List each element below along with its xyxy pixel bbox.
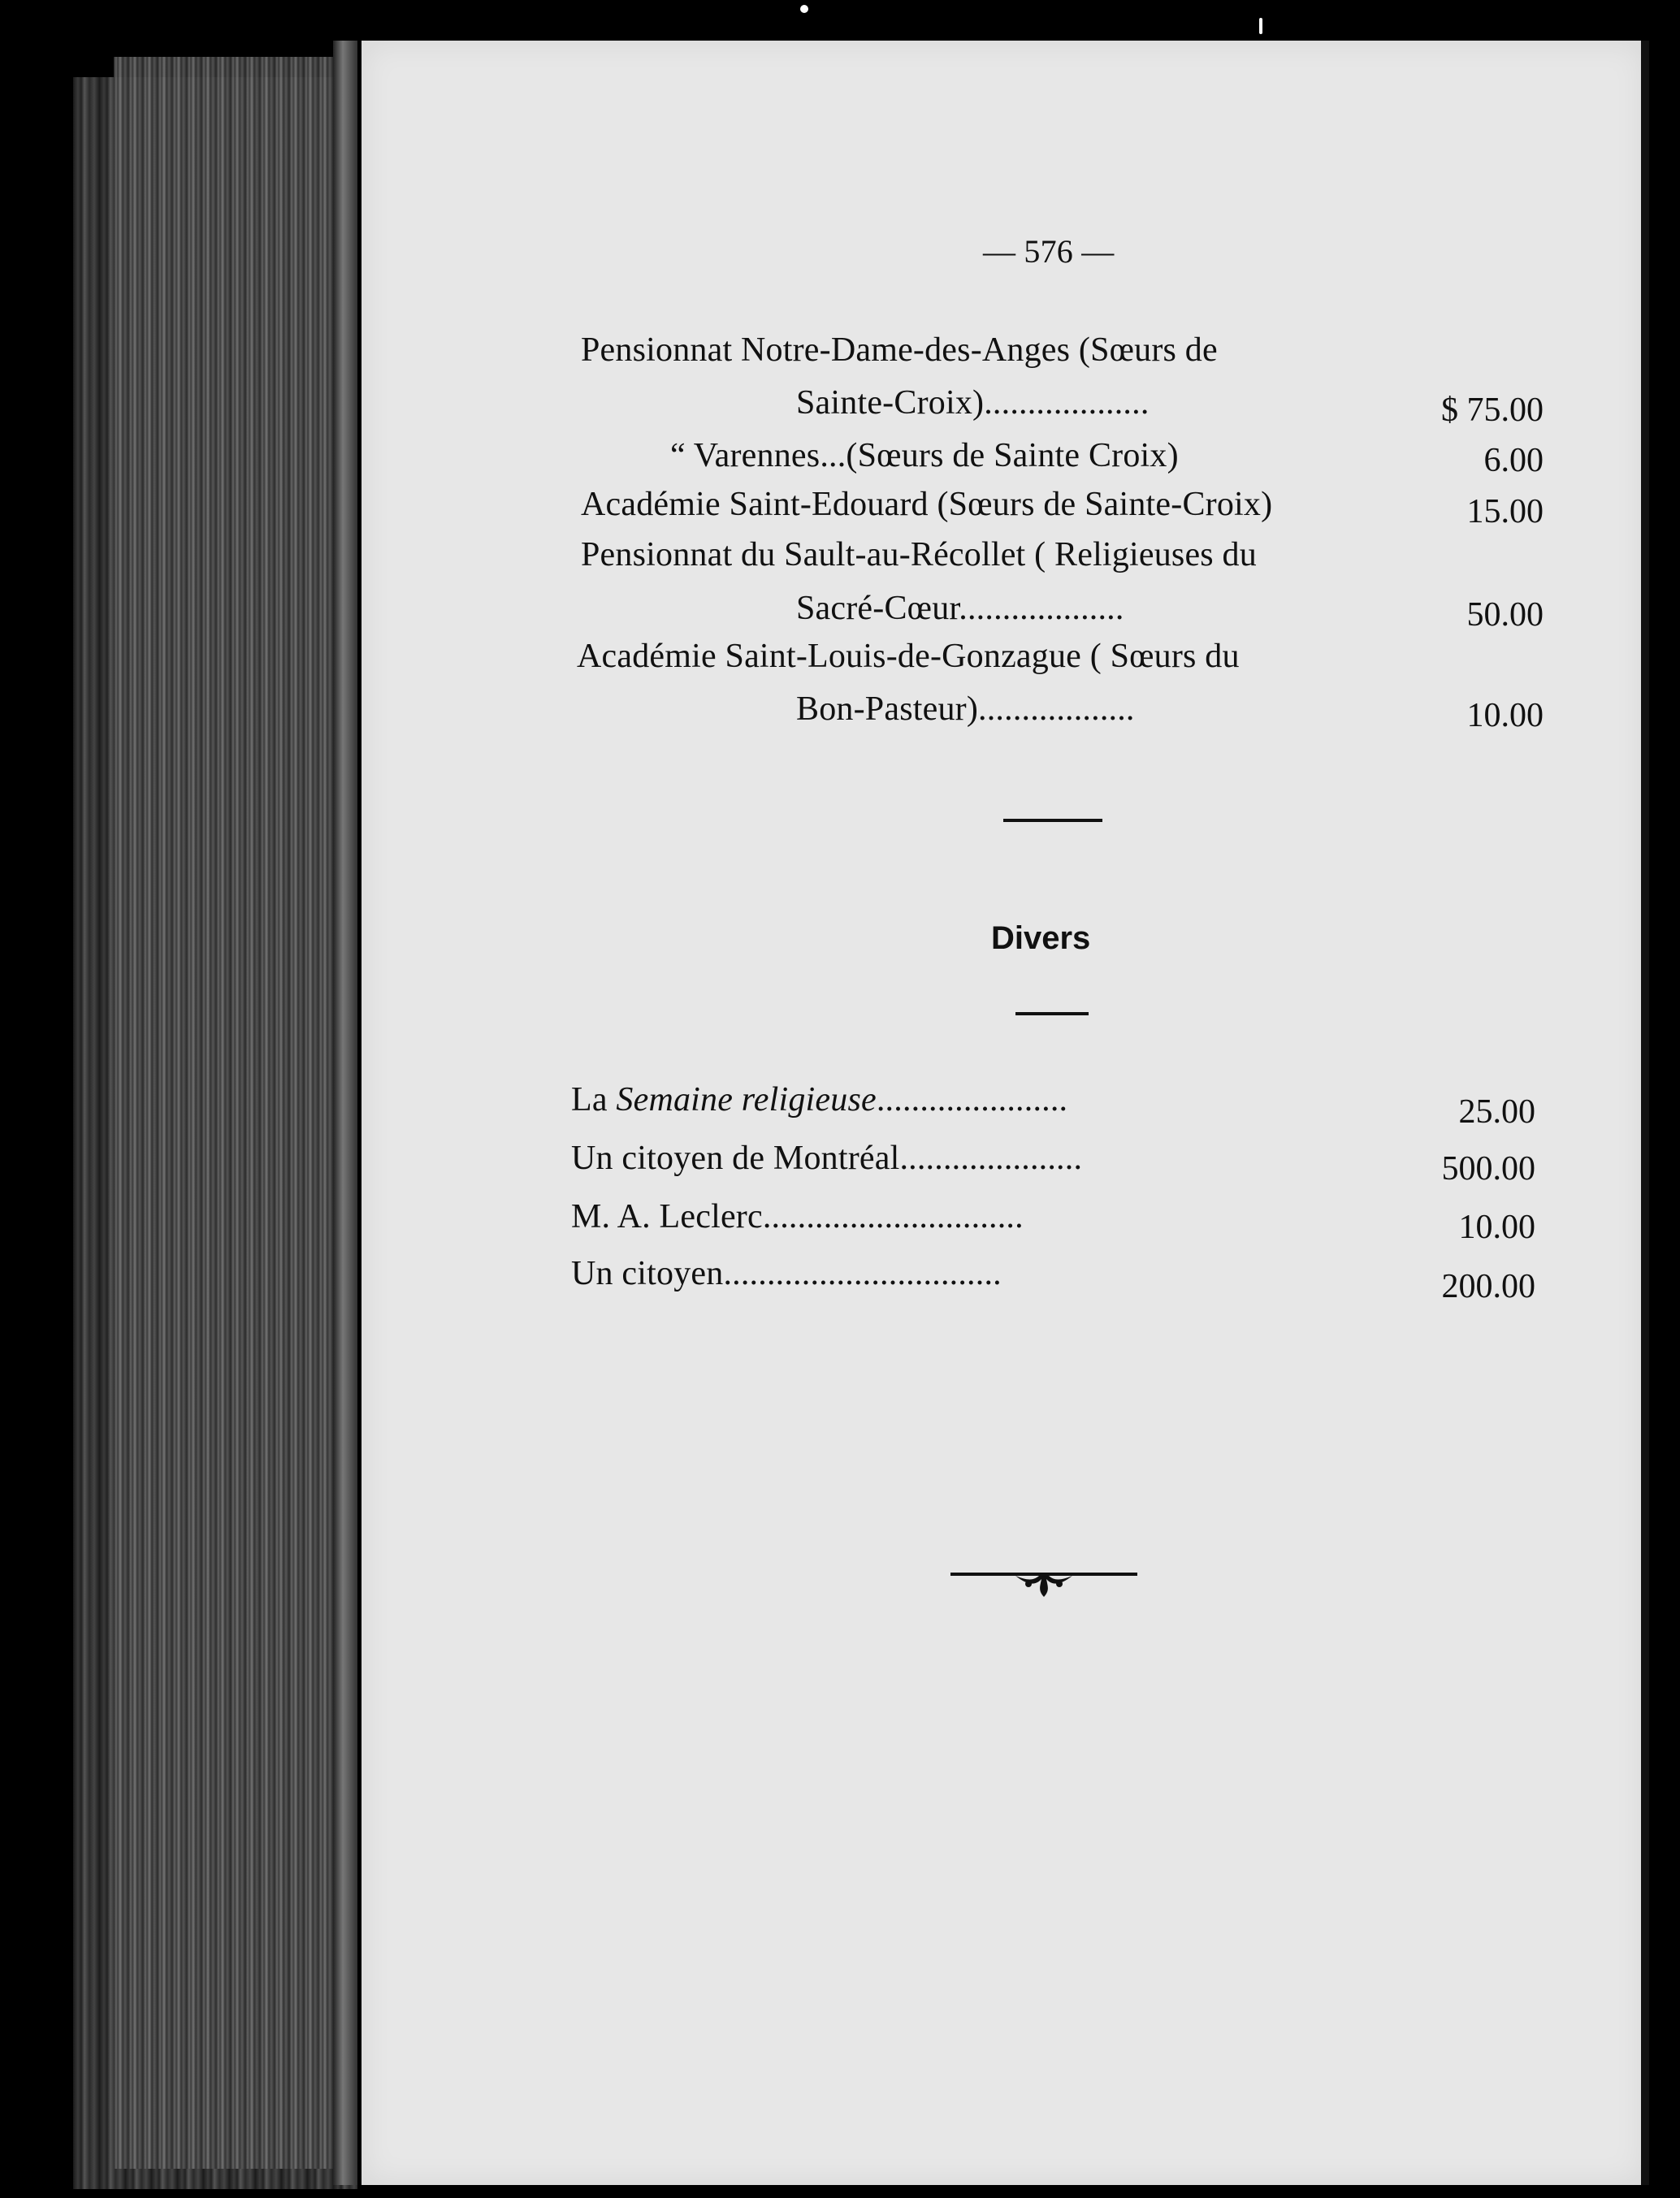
entry-amount: $ 75.00 xyxy=(1441,392,1544,429)
divers-line xyxy=(571,1083,1067,1117)
page-fold-edge xyxy=(333,41,357,2185)
divers-amount: 10.00 xyxy=(1458,1209,1535,1246)
divers-label-prefix: La xyxy=(571,1081,617,1118)
entry-amount: 50.00 xyxy=(1466,596,1544,634)
entry-amount: 15.00 xyxy=(1466,493,1544,530)
separator-rule xyxy=(1015,1012,1089,1015)
entry-amount: 10.00 xyxy=(1466,697,1544,734)
entry-amount: 6.00 xyxy=(1483,442,1544,479)
divers-line: Un citoyen................................ xyxy=(571,1255,1002,1292)
divers-amount: 25.00 xyxy=(1458,1093,1535,1131)
page-number: — 576 — xyxy=(983,233,1115,270)
divers-line: M. A. Leclerc.............................. xyxy=(571,1198,1024,1235)
divers-line: Un citoyen de Montréal..................... xyxy=(571,1140,1083,1177)
divers-amount: 200.00 xyxy=(1441,1268,1535,1305)
entry-line: Sainte-Croix)................... xyxy=(796,384,1150,422)
entry-line: “ Varennes...(Sœurs de Sainte Croix) xyxy=(670,437,1179,474)
divers-amount: 500.00 xyxy=(1441,1150,1535,1188)
scan-speck xyxy=(800,5,808,13)
entry-line: Sacré-Cœur................... xyxy=(796,590,1124,627)
entry-line: Bon-Pasteur).................. xyxy=(796,690,1135,728)
divers-dots: ...................... xyxy=(876,1081,1068,1118)
entry-line: Pensionnat Notre-Dame-des-Anges (Sœurs de xyxy=(581,331,1218,369)
entry-line: Académie Saint-Edouard (Sœurs de Sainte-Croix) xyxy=(581,486,1273,523)
page-right-border xyxy=(1641,41,1649,2185)
entry-line: Pensionnat du Sault-au-Récollet ( Religieuses du xyxy=(581,536,1257,573)
entry-line: Académie Saint-Louis-de-Gonzague ( Sœurs du xyxy=(577,638,1240,675)
section-title: Divers xyxy=(991,920,1091,956)
book-page-edges-inner xyxy=(114,57,333,2169)
scan-speck xyxy=(1259,18,1262,34)
separator-rule xyxy=(1003,819,1102,822)
fleuron-ornament-icon xyxy=(950,1558,1137,1607)
divers-label-italic: Semaine religieuse xyxy=(616,1081,877,1118)
